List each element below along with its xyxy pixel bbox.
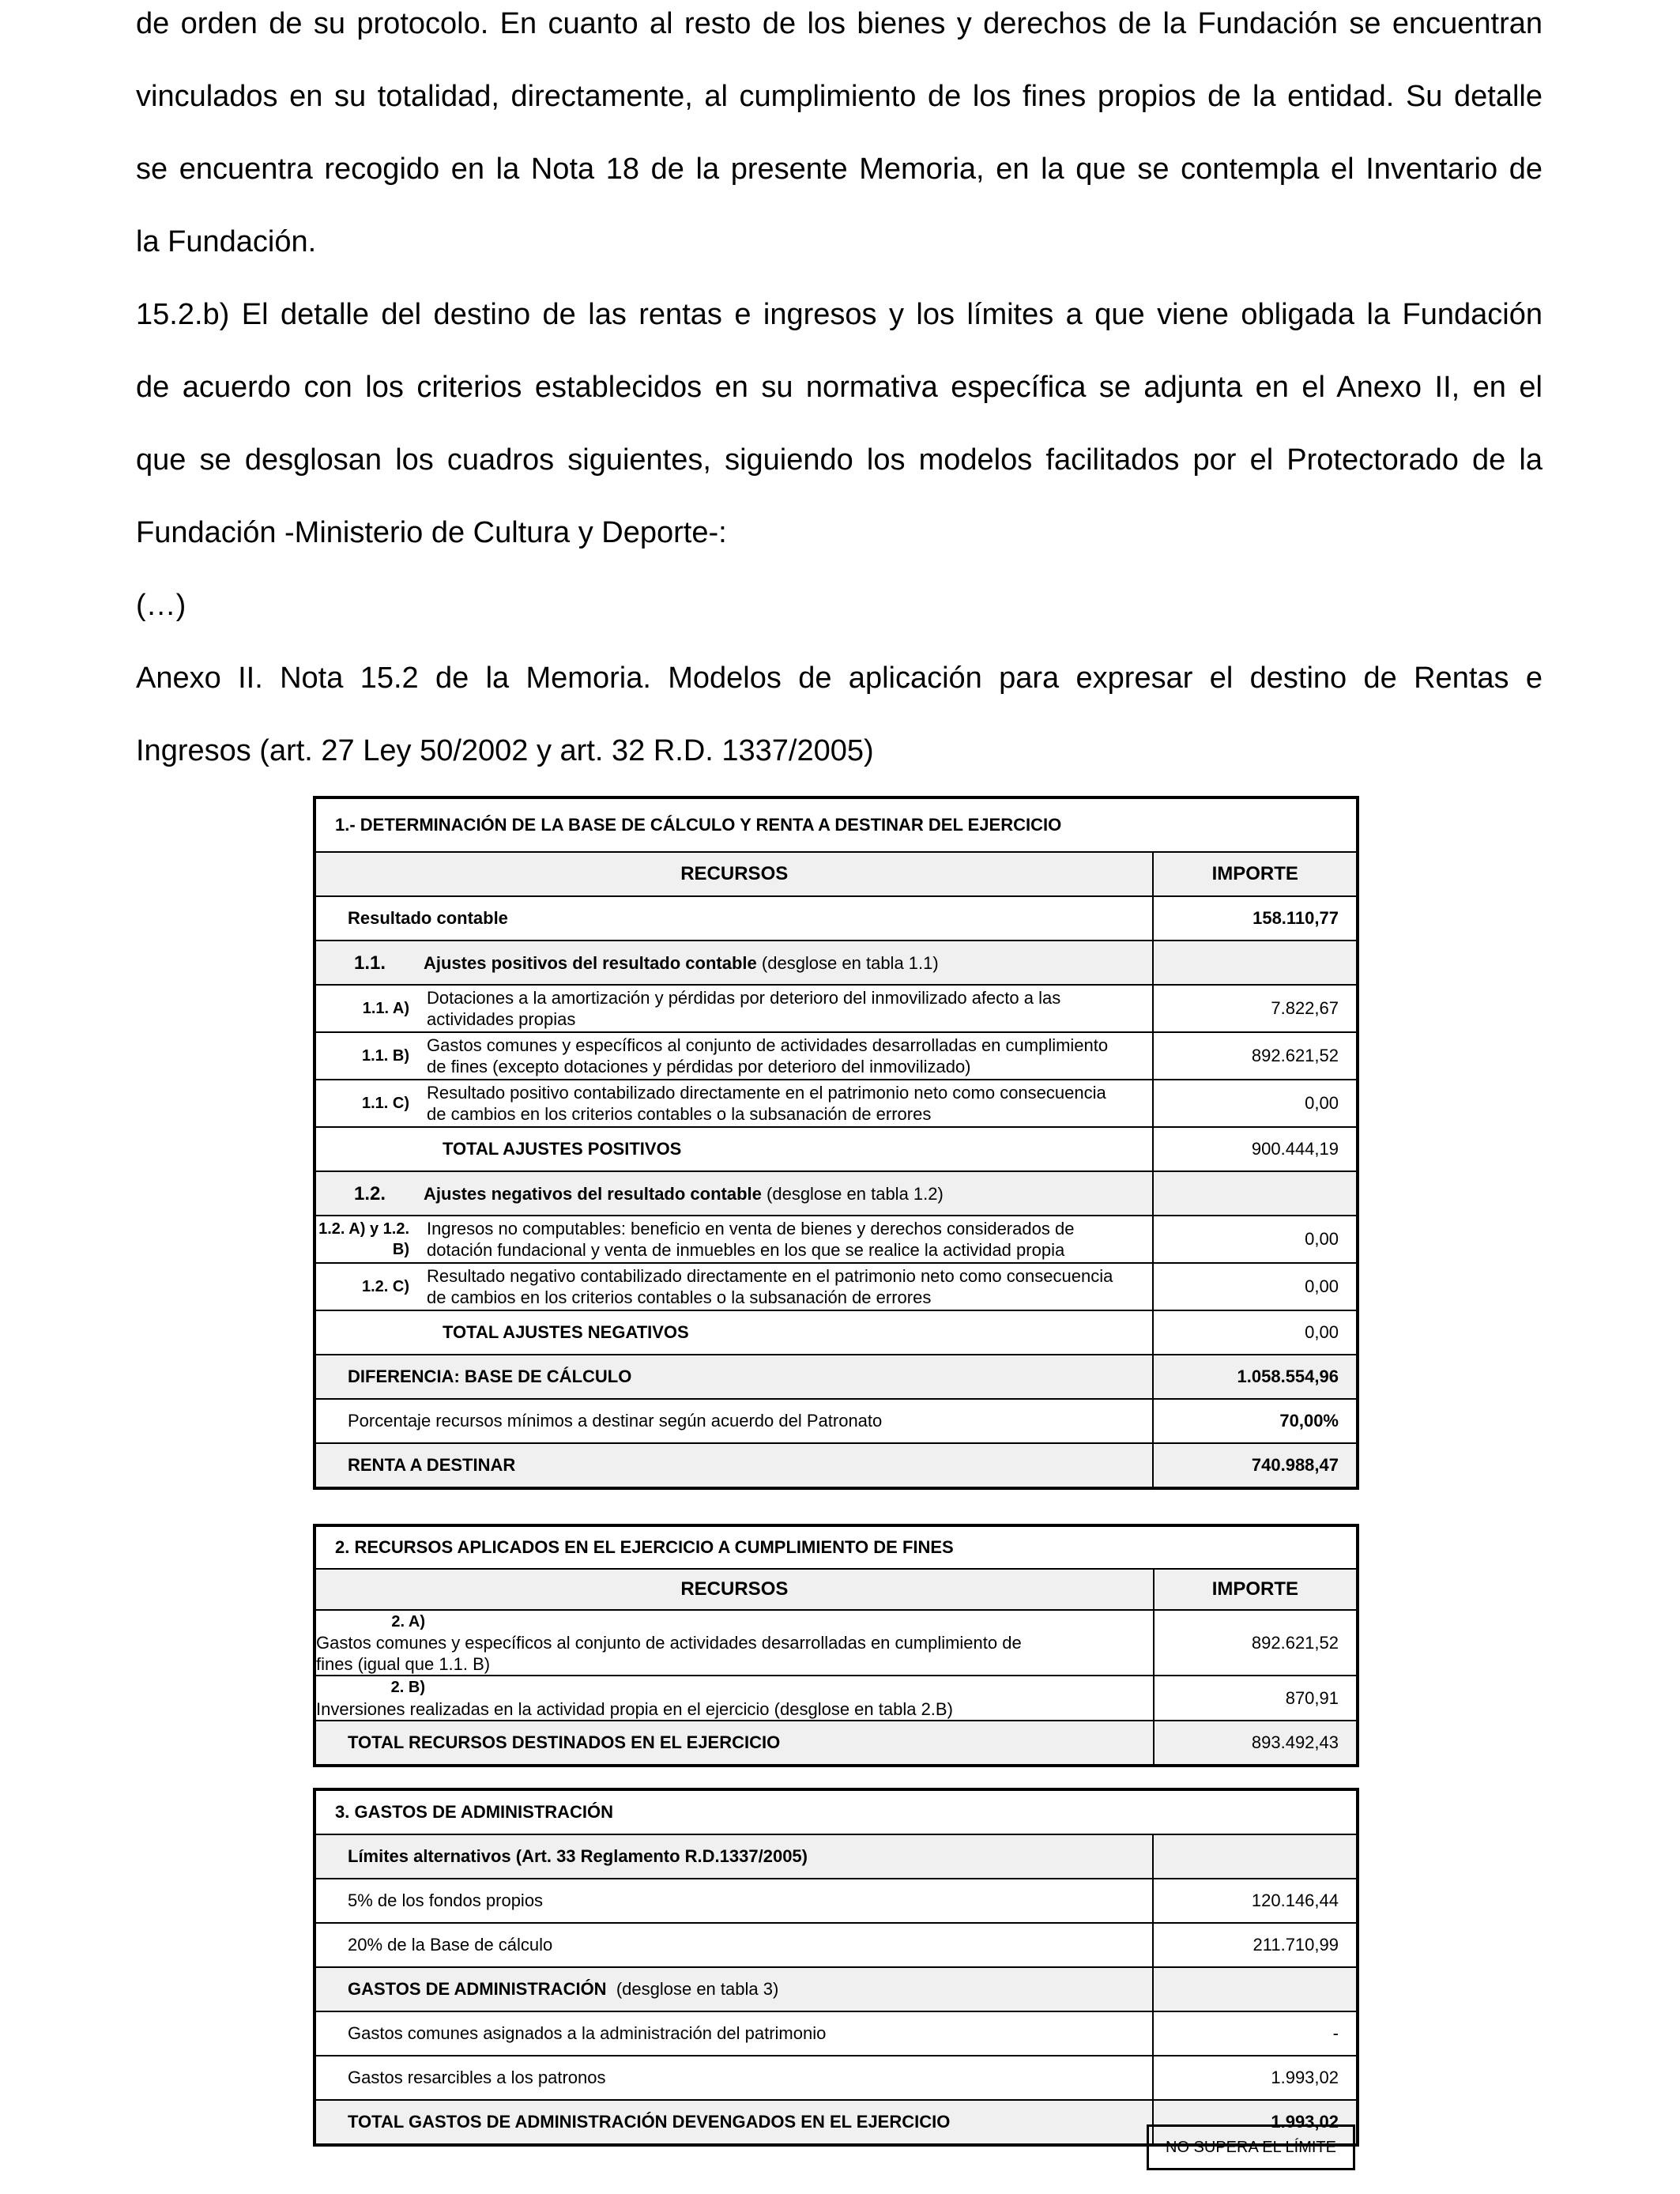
- row-label: DIFERENCIA: BASE DE CÁLCULO: [315, 1355, 1153, 1399]
- row-value: 158.110,77: [1153, 896, 1358, 941]
- row-code: 1.1. A): [362, 1000, 409, 1017]
- row-value: 7.822,67: [1153, 985, 1358, 1032]
- row-label: Gastos comunes y específicos al conjunto de actividades desarrolladas en cumplimiento de fines (excepto dotaciones y pérdidas por deterioro del inmovilizado): [427, 1035, 1109, 1076]
- row-label: Dotaciones a la amortización y pérdidas por deterioro del inmovilizado afecto a las actividades propias: [427, 988, 1061, 1029]
- row-label: Resultado positivo contabilizado directamente en el patrimonio neto como consecuencia de cambios en los criterios contables o la subsanación de errores: [427, 1083, 1106, 1124]
- row-value: 740.988,47: [1153, 1443, 1358, 1488]
- row-value: 892.621,52: [1153, 1032, 1358, 1080]
- row-code: 1.1.: [354, 952, 386, 974]
- row-code: 1.2. C): [361, 1278, 409, 1295]
- row-label: Gastos comunes asignados a la administración del patrimonio: [315, 2011, 1153, 2056]
- table-title: 3. GASTOS DE ADMINISTRACIÓN: [315, 1789, 1358, 1834]
- row-label: RENTA A DESTINAR: [315, 1443, 1153, 1488]
- row-value: 211.710,99: [1153, 1923, 1358, 1967]
- row-value: 900.444,19: [1153, 1127, 1358, 1171]
- text-line: Anexo II. Nota 15.2 de la Memoria. Modelos de aplicación para expresar el destino de Rentas e: [136, 662, 1543, 695]
- table-recursos-aplicados: [313, 1524, 1359, 1767]
- table-title: 2. RECURSOS APLICADOS EN EL EJERCICIO A CUMPLIMIENTO DE FINES: [315, 1525, 1358, 1569]
- row-label: 20% de la Base de cálculo: [315, 1923, 1153, 1967]
- row-label: Gastos comunes y específicos al conjunto de actividades desarrolladas en cumplimiento de fines (igual que 1.1. B): [316, 1633, 1022, 1675]
- section-label: Ajustes positivos del resultado contable: [424, 952, 757, 973]
- row-label: GASTOS DE ADMINISTRACIÓN: [348, 1979, 607, 1999]
- row-value: 870,91: [1154, 1676, 1358, 1721]
- row-code: 1.2.: [354, 1182, 386, 1204]
- row-value: -: [1153, 2011, 1358, 2056]
- row-label: 5% de los fondos propios: [315, 1879, 1153, 1923]
- table-gastos-administracion: [313, 1788, 1359, 2147]
- body-text: [136, 0, 1543, 787]
- row-code: 2. B): [390, 1679, 425, 1697]
- text-line: se encuentra recogido en la Nota 18 de la presente Memoria, en la que se contempla el Inventario de: [136, 153, 1543, 186]
- row-label: TOTAL GASTOS DE ADMINISTRACIÓN DEVENGADOS EN EL EJERCICIO: [315, 2100, 1153, 2145]
- row-value: 120.146,44: [1153, 1879, 1358, 1923]
- column-header-recursos: RECURSOS: [315, 1569, 1154, 1610]
- section-note: (desglose en tabla 1.1): [761, 952, 939, 973]
- limit-status-note: NO SUPERA EL LÍMITE: [1147, 2124, 1355, 2170]
- row-code: 1.2. A) y 1.2. B): [318, 1220, 409, 1258]
- row-value: 893.492,43: [1154, 1721, 1358, 1766]
- section-note: (desglose en tabla 1.2): [767, 1183, 944, 1204]
- table-base-calculo: [313, 796, 1359, 1490]
- row-value: 0,00: [1153, 1080, 1358, 1127]
- section-header: [315, 941, 1358, 985]
- column-header-importe: IMPORTE: [1153, 852, 1358, 896]
- row-label: Inversiones realizadas en la actividad propia en el ejercicio (desglose en tabla 2.B): [316, 1699, 953, 1720]
- row-label: Ingresos no computables: beneficio en venta de bienes y derechos considerados de dotación fundacional y venta de inmuebles en los que se realice la actividad propia: [427, 1219, 1075, 1260]
- row-note: (desglose en tabla 3): [616, 1979, 779, 1999]
- row-label: TOTAL AJUSTES NEGATIVOS: [315, 1310, 1153, 1355]
- row-value: 892.621,52: [1154, 1610, 1358, 1676]
- row-label: Gastos resarcibles a los patronos: [315, 2056, 1153, 2100]
- row-label: Porcentaje recursos mínimos a destinar según acuerdo del Patronato: [315, 1399, 1153, 1443]
- row-value: 0,00: [1153, 1216, 1358, 1263]
- row-value: 0,00: [1153, 1263, 1358, 1310]
- row-label: Resultado negativo contabilizado directamente en el patrimonio neto como consecuencia de cambios en los criterios contables o la subsanación de errores: [427, 1266, 1113, 1307]
- row-code: 2. A): [391, 1613, 425, 1631]
- row-label: TOTAL AJUSTES POSITIVOS: [315, 1127, 1153, 1171]
- text-line: de acuerdo con los criterios establecidos en su normativa específica se adjunta en el Anexo II, en el: [136, 371, 1543, 404]
- column-header-recursos: RECURSOS: [315, 852, 1153, 896]
- row-label: Resultado contable: [315, 896, 1153, 941]
- text-line: de orden de su protocolo. En cuanto al resto de los bienes y derechos de la Fundación se encuentran: [136, 7, 1543, 40]
- row-value: 1.058.554,96: [1153, 1355, 1358, 1399]
- text-line: que se desglosan los cuadros siguientes, siguiendo los modelos facilitados por el Protectorado de la: [136, 443, 1543, 477]
- section-header: [315, 1171, 1358, 1216]
- text-line: (…): [136, 589, 186, 622]
- text-line: 15.2.b) El detalle del destino de las rentas e ingresos y los límites a que viene obligada la Fundación: [136, 298, 1543, 331]
- row-code: 1.1. C): [361, 1095, 409, 1112]
- text-line: Ingresos (art. 27 Ley 50/2002 y art. 32 R.D. 1337/2005): [136, 734, 874, 767]
- row-value: 1.993,02: [1153, 2100, 1358, 2145]
- row-label: TOTAL RECURSOS DESTINADOS EN EL EJERCICIO: [315, 1721, 1154, 1766]
- text-line: vinculados en su totalidad, directamente, al cumplimiento de los fines propios de la entidad. Su detalle: [136, 80, 1543, 113]
- text-line: Fundación -Ministerio de Cultura y Deporte-:: [136, 516, 727, 549]
- row-label: Límites alternativos (Art. 33 Reglamento R.D.1337/2005): [315, 1834, 1153, 1879]
- row-code: 1.1. B): [361, 1047, 409, 1065]
- text-line: la Fundación.: [136, 225, 317, 258]
- table-title: 1.- DETERMINACIÓN DE LA BASE DE CÁLCULO Y RENTA A DESTINAR DEL EJERCICIO: [315, 797, 1358, 852]
- column-header-importe: IMPORTE: [1154, 1569, 1358, 1610]
- row-value: 70,00%: [1153, 1399, 1358, 1443]
- section-label: Ajustes negativos del resultado contable: [424, 1183, 762, 1204]
- row-value: 1.993,02: [1153, 2056, 1358, 2100]
- row-value: 0,00: [1153, 1310, 1358, 1355]
